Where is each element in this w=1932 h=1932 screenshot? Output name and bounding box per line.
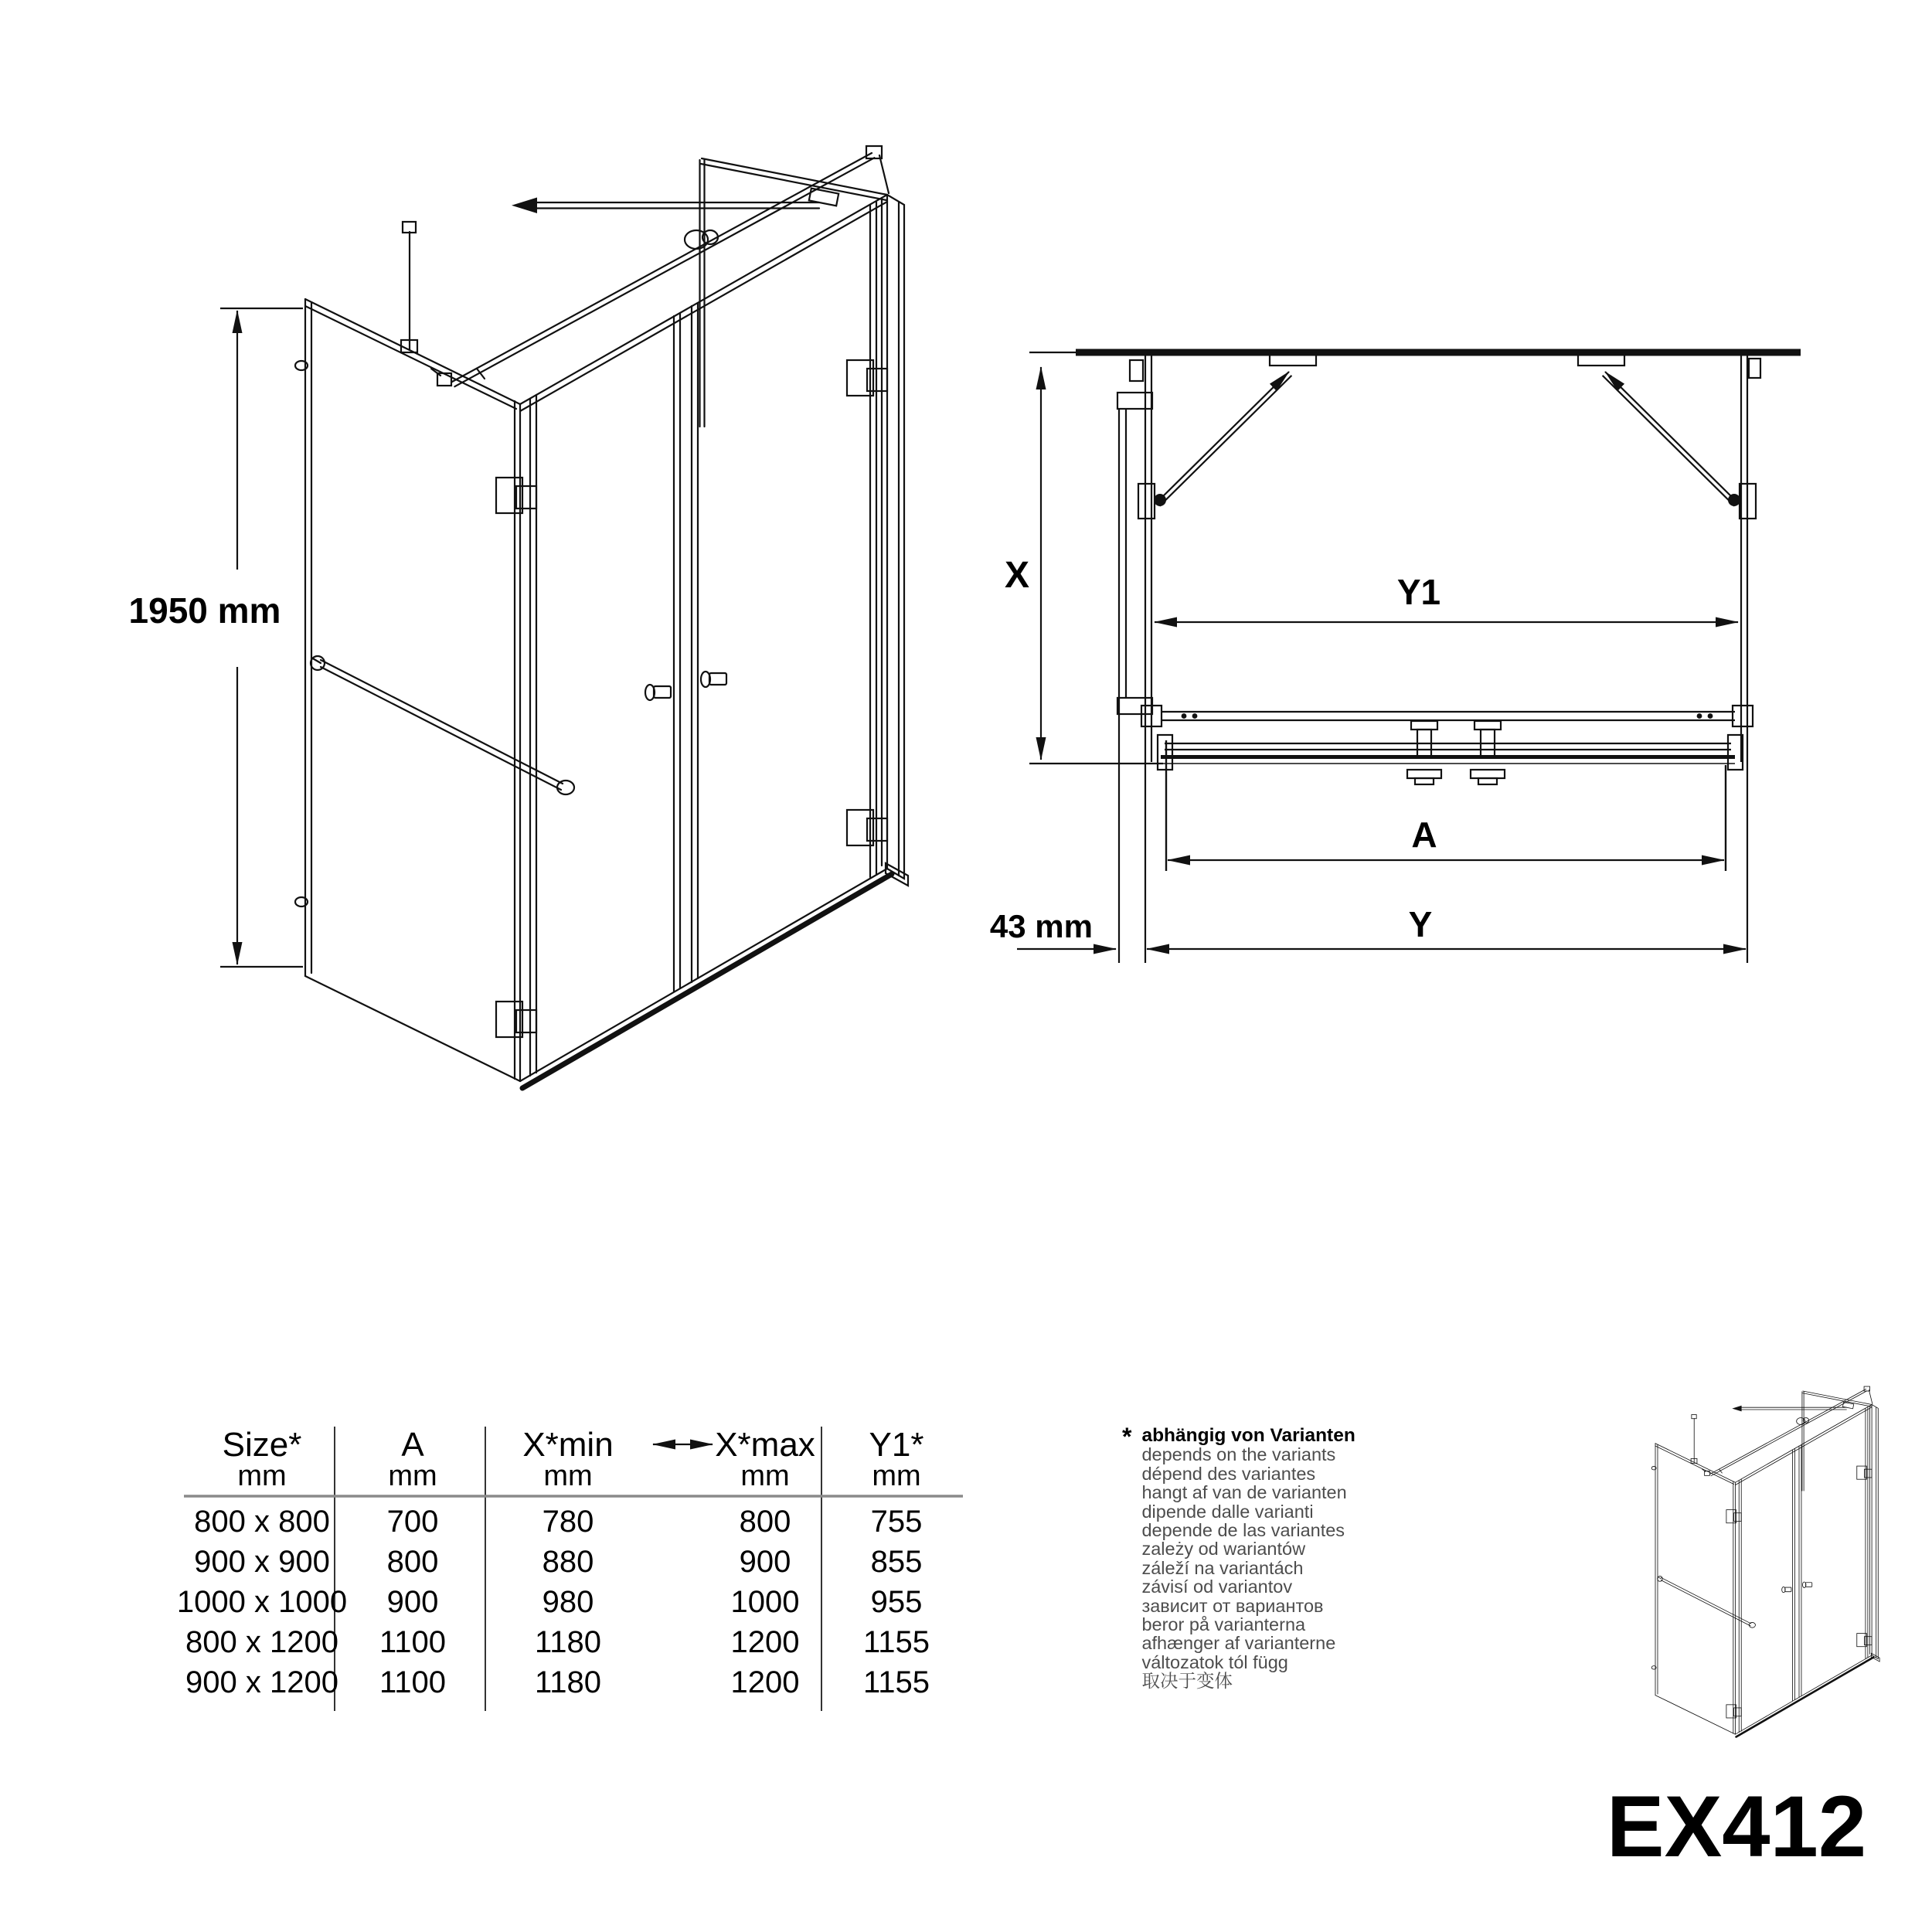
unit-label: mm: [388, 1460, 437, 1492]
door-handle-icon: [701, 672, 726, 687]
svg-text:1100: 1100: [379, 1665, 447, 1699]
footnote-line: depende de las variantes: [1141, 1520, 1345, 1541]
plan-y-label: Y: [1408, 904, 1433, 944]
footnote-lines: [1141, 1427, 1355, 1691]
svg-text:1100: 1100: [379, 1625, 447, 1659]
footnote-line: afhænger af varianterne: [1141, 1633, 1336, 1654]
svg-text:900: 900: [739, 1545, 791, 1579]
table-row: [185, 1665, 930, 1699]
unit-label: mm: [237, 1460, 287, 1492]
plan-view: [1017, 352, 1801, 963]
svg-text:1200: 1200: [730, 1665, 800, 1699]
door-handle-icon: [645, 685, 671, 700]
mini-view-3d: [1651, 1386, 1879, 1736]
svg-text:800 x 800: 800 x 800: [194, 1505, 330, 1539]
svg-text:1155: 1155: [862, 1625, 930, 1659]
product-code: EX412: [1606, 1778, 1867, 1875]
dimension-table: [177, 1426, 963, 1711]
footnote-line: dépend des variantes: [1141, 1463, 1316, 1484]
plan-a-label: A: [1411, 815, 1437, 855]
svg-text:755: 755: [870, 1505, 923, 1539]
footnote-line: beror på varianterna: [1141, 1614, 1306, 1635]
col-size-header: Size*: [222, 1426, 302, 1464]
svg-text:800: 800: [386, 1545, 439, 1579]
unit-label: mm: [740, 1460, 790, 1492]
footnote-line: 取决于变体: [1141, 1671, 1233, 1692]
footnote-line: zależy od wariantów: [1141, 1539, 1306, 1560]
svg-text:780: 780: [542, 1505, 594, 1539]
svg-text:900 x 900: 900 x 900: [194, 1545, 330, 1579]
svg-text:700: 700: [386, 1505, 439, 1539]
footnote-line: változatok tól függ: [1141, 1651, 1288, 1672]
svg-text:880: 880: [542, 1545, 594, 1579]
plan-offset-label: 43 mm: [989, 908, 1093, 944]
footnote-line: abhängig von Varianten: [1141, 1425, 1355, 1446]
door-handle-plan: [1407, 721, 1441, 784]
support-bar-plan: [1141, 706, 1753, 726]
svg-text:980: 980: [542, 1585, 594, 1619]
svg-text:1000 x 1000: 1000 x 1000: [176, 1585, 348, 1619]
footnote-line: hangt af van de varianten: [1141, 1482, 1347, 1503]
footnote-line: depends on the variants: [1141, 1444, 1336, 1465]
table-row: [194, 1505, 922, 1539]
unit-label: mm: [543, 1460, 593, 1492]
footnote-line: záleží na variantách: [1141, 1557, 1304, 1578]
table-row: [177, 1585, 922, 1619]
col-y1-header: Y1*: [869, 1426, 924, 1464]
footnote-line: závisí od variantov: [1141, 1577, 1293, 1597]
svg-text:1180: 1180: [534, 1665, 602, 1699]
height-dimension-label: 1950 mm: [128, 590, 281, 631]
col-xmin-header: X*min: [522, 1426, 614, 1464]
svg-text:1000: 1000: [730, 1585, 800, 1619]
front-view-3d: [295, 146, 908, 1088]
svg-text:900: 900: [386, 1585, 439, 1619]
svg-text:1180: 1180: [534, 1625, 602, 1659]
towel-bar-icon: [311, 656, 574, 794]
svg-text:800 x 1200: 800 x 1200: [185, 1625, 338, 1659]
col-xmax-header: X*max: [715, 1426, 815, 1464]
hook-bracket-icon: [401, 222, 417, 352]
col-a-header: A: [401, 1426, 424, 1464]
ceiling-brace-icon: [512, 158, 887, 427]
door-handle-plan: [1471, 721, 1505, 784]
svg-text:955: 955: [870, 1585, 923, 1619]
svg-text:855: 855: [870, 1545, 923, 1579]
height-dimension: [220, 308, 303, 967]
table-row: [185, 1625, 930, 1659]
svg-text:900 x 1200: 900 x 1200: [185, 1665, 338, 1699]
diagonal-brace-icon: [1154, 354, 1316, 506]
unit-label: mm: [872, 1460, 921, 1492]
footnote-line: dipende dalle varianti: [1141, 1501, 1314, 1522]
plan-x-label: X: [1004, 555, 1030, 596]
variants-footnote: [1122, 1423, 1447, 1692]
svg-text:800: 800: [739, 1505, 791, 1539]
footnote-line: зависит от вариантов: [1141, 1595, 1324, 1616]
table-row: [194, 1545, 922, 1579]
svg-text:1200: 1200: [730, 1625, 800, 1659]
diagonal-brace-icon: [1578, 354, 1740, 506]
svg-text:1155: 1155: [862, 1665, 930, 1699]
footnote-asterisk-icon: *: [1122, 1423, 1132, 1451]
doors-plan: [1158, 735, 1743, 770]
plan-y1-label: Y1: [1396, 572, 1441, 612]
